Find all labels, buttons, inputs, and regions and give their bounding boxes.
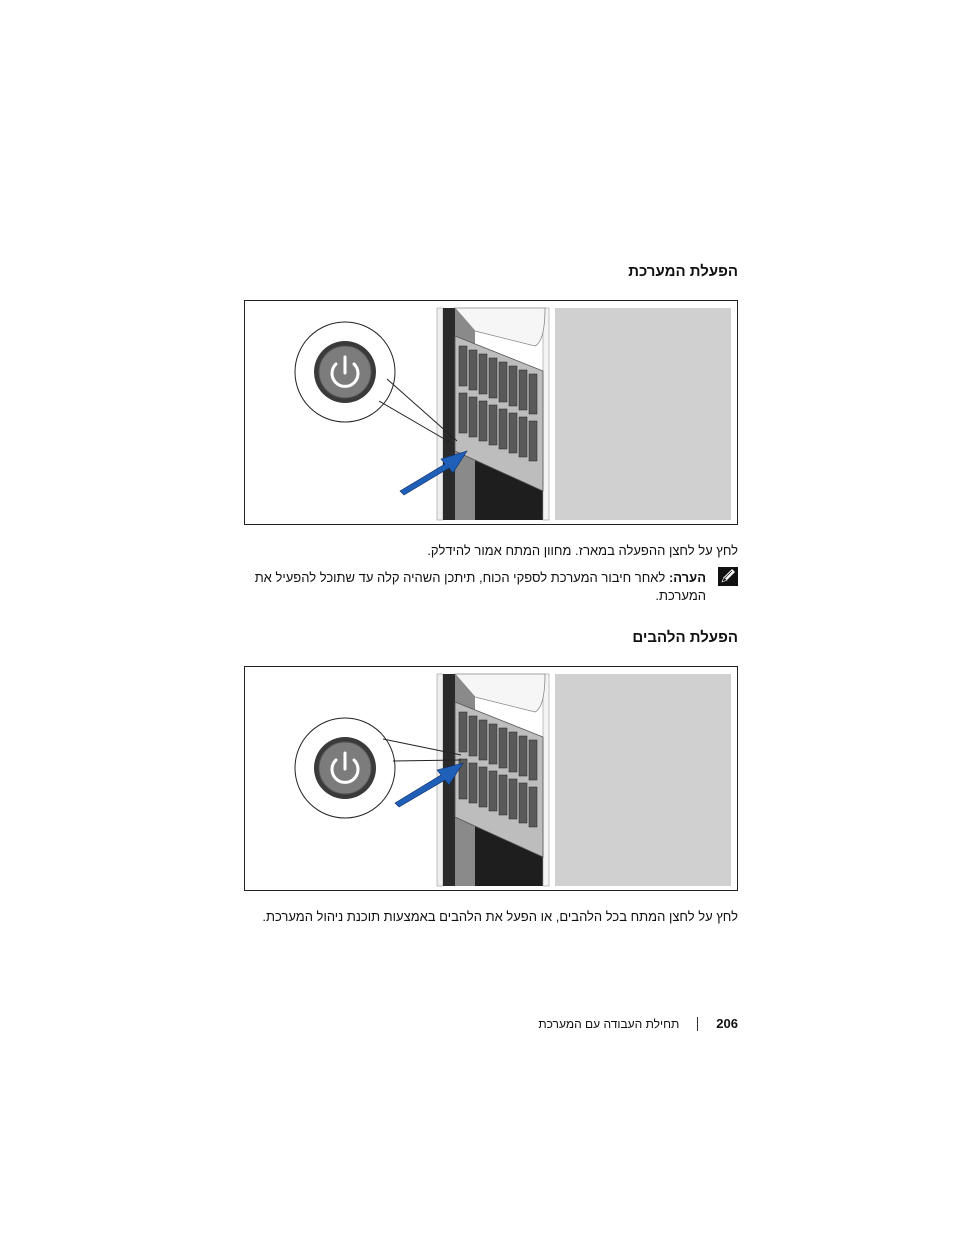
section-heading-blade-power: הפעלת הלהבים bbox=[632, 629, 738, 646]
instruction-press-blade-power: לחץ על לחצן המתח בכל הלהבים, או הפעל את הלהבים באמצעות תוכנת ניהול המערכת. bbox=[262, 909, 738, 924]
instruction-press-power-button: לחץ על לחצן ההפעלה במארז. מחוון המתח אמור להידלק. bbox=[427, 543, 738, 558]
figure-blade-power-button bbox=[244, 666, 738, 891]
section-heading-system-power: הפעלת המערכת bbox=[628, 263, 738, 280]
power-icon bbox=[314, 737, 376, 799]
footer-chapter-title: תחילת העבודה עם המערכת bbox=[538, 1016, 680, 1031]
note-text bbox=[236, 569, 706, 605]
note-body: לאחר חיבור המערכת לספקי הכוח, תיתכן השהיה קלה עד שתוכל להפעיל את המערכת. bbox=[254, 570, 706, 603]
page-number: 206 bbox=[716, 1016, 738, 1031]
note-label: הערה: bbox=[668, 570, 706, 585]
footer-separator bbox=[697, 1017, 698, 1031]
figure-chassis-power-button bbox=[244, 300, 738, 525]
page-footer bbox=[538, 1016, 738, 1031]
note-pencil-icon bbox=[718, 567, 738, 586]
power-icon bbox=[314, 341, 376, 403]
